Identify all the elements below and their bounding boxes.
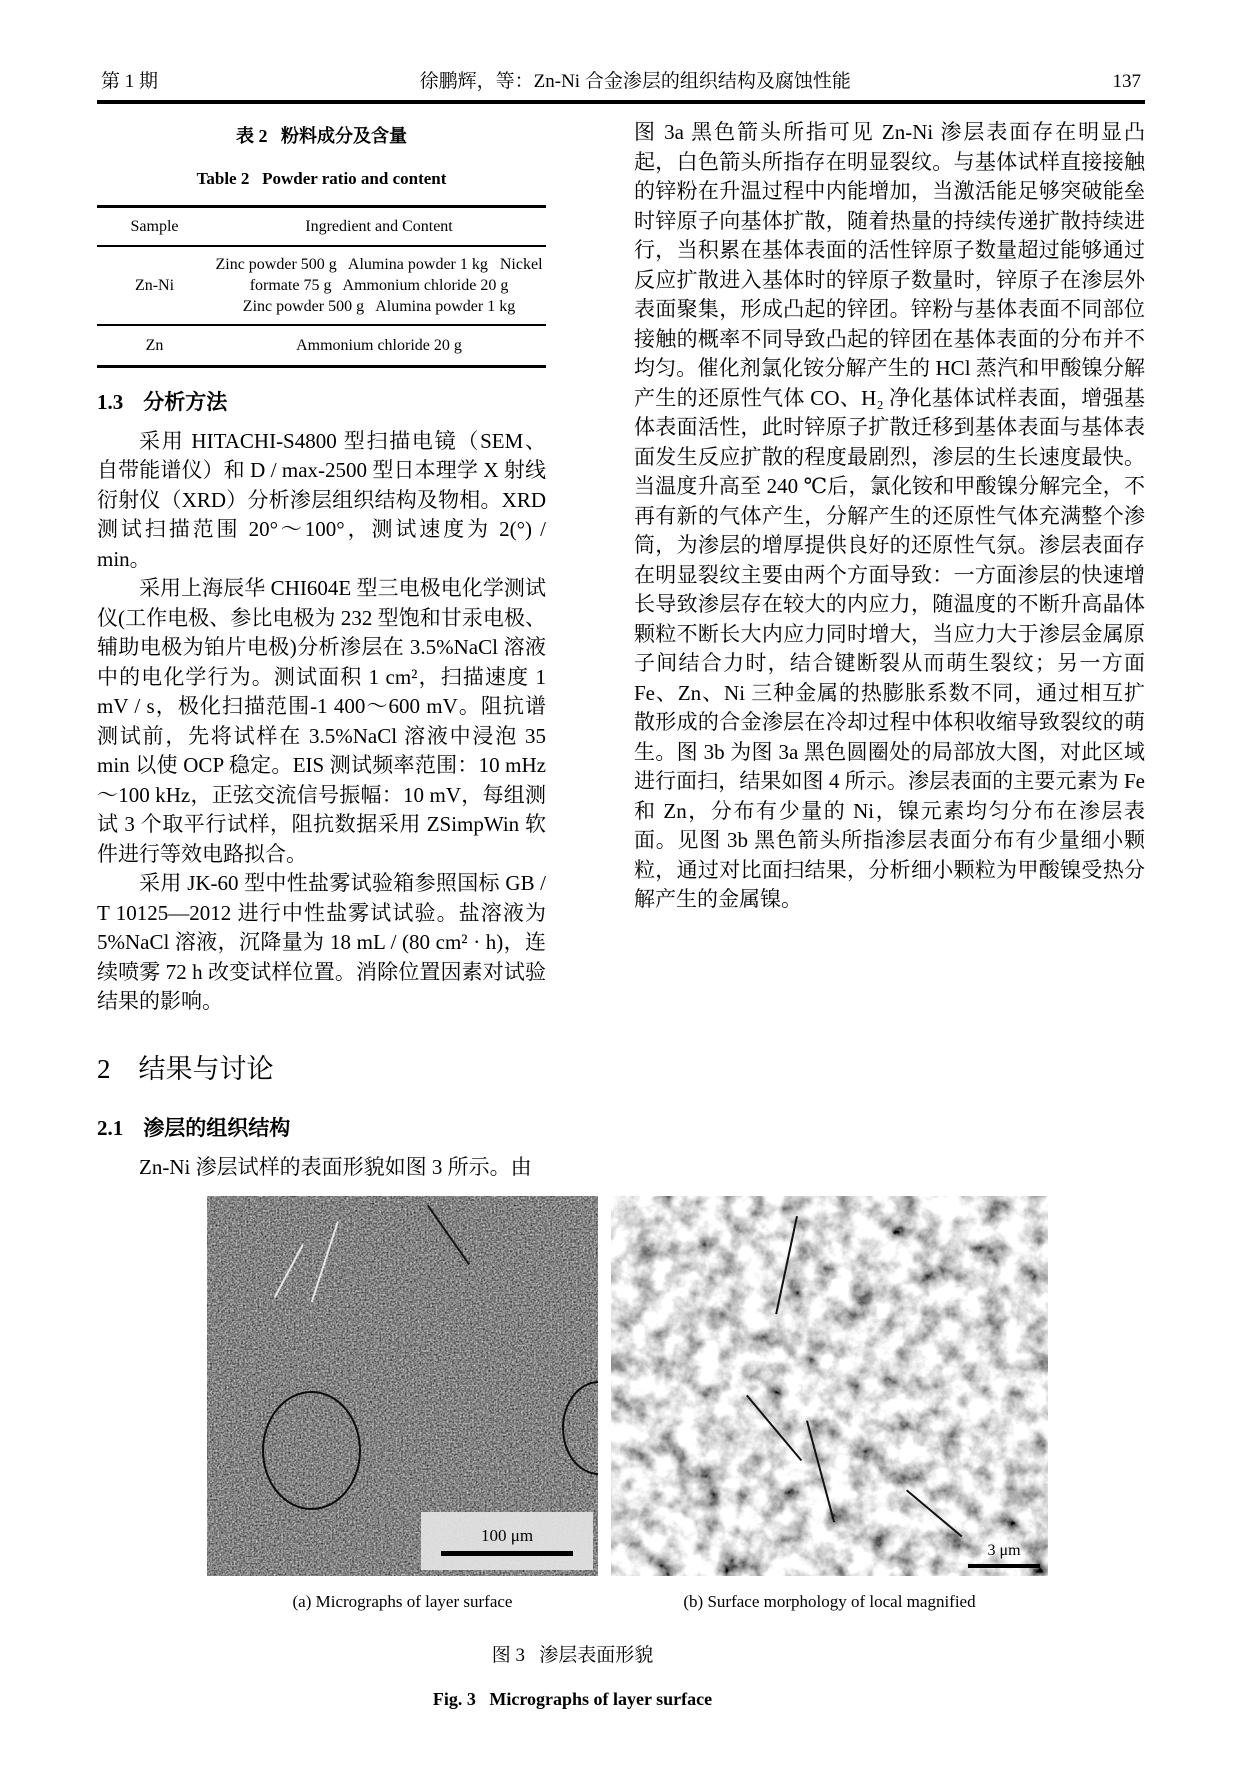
table2-row0-sample: Zn-Ni xyxy=(134,277,175,294)
header-rule xyxy=(97,100,1145,104)
table2-header-row xyxy=(97,208,546,247)
two-column-body xyxy=(97,118,1145,1182)
paragraph: 采用 HITACHI-S4800 型扫描电镜（SEM、自带能谱仪）和 D / max-2500 型日本理学 X 射线衍射仪（XRD）分析渗层组织结构及物相。XRD 测试扫描范围 20°～100°，测试速度为 2(°) / min。 xyxy=(97,428,546,571)
scale-label-a: 100 μm xyxy=(480,1526,534,1545)
section-heading-2-1 xyxy=(97,1114,546,1144)
page-number: 137 xyxy=(1112,71,1141,92)
section-heading-2 xyxy=(97,1055,546,1085)
left-column xyxy=(97,118,546,1182)
sem-image-a xyxy=(207,1196,598,1576)
table-row xyxy=(97,326,546,365)
table2-title-zh: 表 2 粉料成分及含量 xyxy=(236,126,407,146)
section-number: 2.1 xyxy=(97,1116,124,1140)
section-number: 1.3 xyxy=(97,390,124,414)
table2-col-content: Ingredient and Content xyxy=(305,218,453,235)
paragraph: 采用上海辰华 CHI604E 型三电极电化学测试仪(工作电极、参比电极为 232 型饱和甘汞电极、辅助电极为铂片电极)分析渗层在 3.5%NaCl 溶液中的电化学行为。测试面积 1 cm²，扫描速度 1 mV / s，极化扫描范围-1 400～600 mV。阻抗谱测试前，先将试样在 3.5%NaCl 溶液中浸泡 35 min 以使 OCP 稳定。EIS 测试频率范围：10 mHz～100 kHz，正弦交流信号振幅：10 mV，每组测试 3 个取平行试样，阻抗数据采用 ZSimpWin 软件进行等效电路拟合。 xyxy=(97,576,546,866)
table2 xyxy=(97,205,546,368)
running-title: 徐鹏辉，等：Zn-Ni 合金渗层的组织结构及腐蚀性能 xyxy=(419,71,851,92)
section-title: 渗层的组织结构 xyxy=(143,1116,291,1140)
subcaption-a: (a) Micrographs of layer surface xyxy=(292,1592,513,1611)
figure-3-caption-zh: 图 3 渗层表面形貌 xyxy=(491,1645,654,1666)
subcaption-b: (b) Surface morphology of local magnified xyxy=(683,1592,976,1611)
table2-row0-line1: formate 75 g Ammonium chloride 20 g xyxy=(249,277,509,294)
table2-row0-content xyxy=(212,254,546,317)
figure-3-subcaptions xyxy=(207,1592,1145,1612)
scale-bar-line xyxy=(968,1564,1040,1568)
table2-row1-content xyxy=(212,335,546,356)
section-heading-1-3 xyxy=(97,388,546,418)
scale-bar-a xyxy=(421,1512,593,1570)
table2-col-sample: Sample xyxy=(130,218,179,235)
right-column xyxy=(634,118,1145,1182)
paragraph: Zn-Ni 渗层试样的表面形貌如图 3 所示。由 xyxy=(139,1154,532,1179)
scale-bar-line xyxy=(441,1551,573,1556)
table2-row0-line0: Zinc powder 500 g Alumina powder 1 kg Nickel xyxy=(215,256,543,273)
issue-label: 第 1 期 xyxy=(101,71,159,92)
sem-image-b xyxy=(611,1196,1048,1576)
scale-label-b: 3 μm xyxy=(987,1542,1021,1559)
figure-3-caption-en: Fig. 3 Micrographs of layer surface xyxy=(432,1689,713,1709)
table2-row1-line0: Ammonium chloride 20 g xyxy=(296,337,462,354)
running-header xyxy=(97,66,1145,93)
table2-row1-sample: Zn xyxy=(145,337,164,354)
figure-3 xyxy=(97,1196,1145,1710)
circle-annotation xyxy=(262,1391,361,1510)
section-number: 2 xyxy=(97,1053,111,1084)
figure-3-images xyxy=(207,1196,1145,1576)
section-title: 结果与讨论 xyxy=(138,1053,274,1084)
paragraph: 采用 JK-60 型中性盐雾试验箱参照国标 GB / T 10125—2012 进行中性盐雾试试验。盐溶液为 5%NaCl 溶液，沉降量为 18 mL / (80 cm² · h)，连续喷雾 72 h 改变试样位置。消除位置因素对试验结果的影响。 xyxy=(97,871,546,1013)
section-title: 分析方法 xyxy=(143,390,228,414)
page-content xyxy=(97,66,1145,1710)
paragraph: 图 3a 黑色箭头所指可见 Zn-Ni 渗层表面存在明显凸起，白色箭头所指存在明显裂纹。与基体试样直接接触的锌粉在升温过程中内能增加，当激活能足够突破能垒时锌原子向基体扩散，随着热量的持续传递扩散持续进行，当积累在基体表面的活性锌原子数量超过能够通过反应扩散进入基体时的锌原子数量时，锌原子在渗层外表面聚集，形成凸起的锌团。锌粉与基体表面不同部位接触的概率不同导致凸起的锌团在基体表面的分布并不均匀。催化剂氯化铵分解产生的 HCl 蒸汽和甲酸镍分解产生的还原性气体 CO、H₂ 净化基体试样表面，增强基体表面活性，此时锌原子扩散迁移到基体表面与基体表面发生反应扩散的程度最剧烈，渗层的生长速度最快。当温度升高至 240 ℃后，氯化铵和甲酸镍分解完全，不再有新的气体产生，分解产生的还原性气体充满整个渗筒，为渗层的增厚提供良好的还原性气氛。渗层表面存在明显裂纹主要由两个方面导致：一方面渗层的快速增长导致渗层存在较大的内应力，随温度的不断升高晶体颗粒不断长大内应力同时增大，当应力大于渗层金属原子间结合力时，结合键断裂从而萌生裂纹；另一方面 Fe、Zn、Ni 三种金属的热膨胀系数不同，通过相互扩散形成的合金渗层在冷却过程中体积收缩导致裂纹的萌生。图 3b 为图 3a 黑色圆圈处的局部放大图，对此区域进行面扫，结果如图 4 所示。渗层表面的主要元素为 Fe 和 Zn，分布有少量的 Ni，镍元素均匀分布在渗层表面。见图 3b 黑色箭头所指渗层表面分布有少量细小颗粒，通过对比面扫结果，分析细小颗粒为甲酸镍受热分解产生的金属镍。 xyxy=(634,120,1145,911)
sem-b-texture xyxy=(611,1196,1048,1576)
table-row xyxy=(97,247,546,326)
table2-title-en: Table 2 Powder ratio and content xyxy=(196,168,447,188)
scale-bar-b xyxy=(968,1542,1040,1568)
table2-row0-line2: Zinc powder 500 g Alumina powder 1 kg xyxy=(242,298,516,315)
